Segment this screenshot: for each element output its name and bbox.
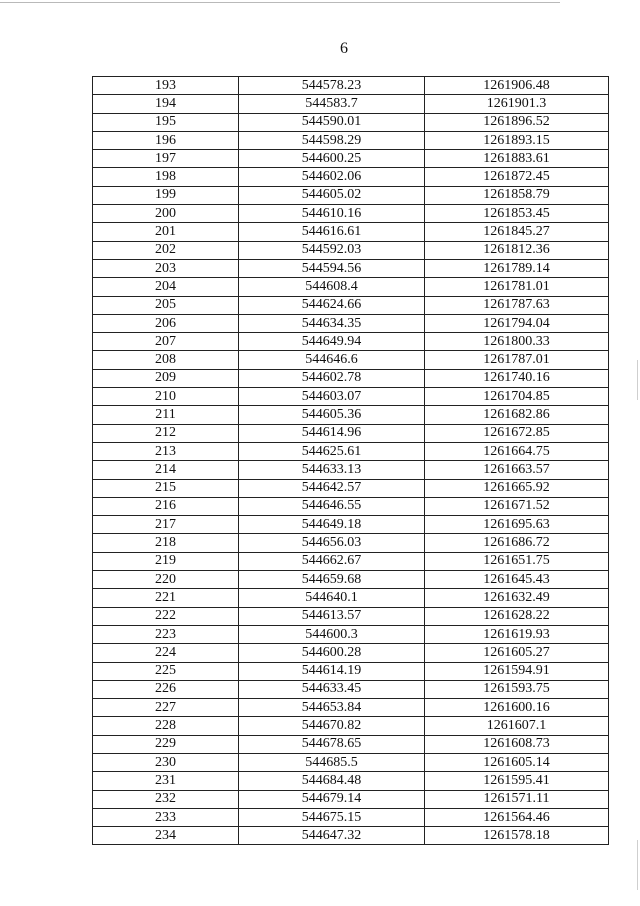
point-number-cell: 211	[93, 406, 239, 424]
point-number-cell: 230	[93, 753, 239, 771]
point-number-cell: 215	[93, 479, 239, 497]
table-row	[93, 278, 609, 296]
table-row	[93, 735, 609, 753]
point-number-cell: 208	[93, 351, 239, 369]
point-number-cell: 196	[93, 131, 239, 149]
y-coordinate-cell: 1261619.93	[425, 625, 609, 643]
point-number-cell: 197	[93, 150, 239, 168]
y-coordinate-cell: 1261695.63	[425, 516, 609, 534]
y-coordinate-cell: 1261663.57	[425, 461, 609, 479]
table-row	[93, 772, 609, 790]
table-row	[93, 680, 609, 698]
point-number-cell: 209	[93, 369, 239, 387]
x-coordinate-cell: 544634.35	[239, 314, 425, 332]
x-coordinate-cell: 544684.48	[239, 772, 425, 790]
y-coordinate-cell: 1261607.1	[425, 717, 609, 735]
point-number-cell: 234	[93, 827, 239, 845]
point-number-cell: 231	[93, 772, 239, 790]
x-coordinate-cell: 544600.28	[239, 644, 425, 662]
table-row	[93, 589, 609, 607]
y-coordinate-cell: 1261605.27	[425, 644, 609, 662]
x-coordinate-cell: 544625.61	[239, 442, 425, 460]
table-row	[93, 625, 609, 643]
scan-edge-mark	[637, 840, 638, 890]
y-coordinate-cell: 1261704.85	[425, 388, 609, 406]
point-number-cell: 198	[93, 168, 239, 186]
point-number-cell: 220	[93, 571, 239, 589]
y-coordinate-cell: 1261645.43	[425, 571, 609, 589]
y-coordinate-cell: 1261671.52	[425, 497, 609, 515]
y-coordinate-cell: 1261593.75	[425, 680, 609, 698]
x-coordinate-cell: 544608.4	[239, 278, 425, 296]
x-coordinate-cell: 544600.3	[239, 625, 425, 643]
x-coordinate-cell: 544640.1	[239, 589, 425, 607]
table-row	[93, 259, 609, 277]
y-coordinate-cell: 1261682.86	[425, 406, 609, 424]
y-coordinate-cell: 1261794.04	[425, 314, 609, 332]
point-number-cell: 232	[93, 790, 239, 808]
x-coordinate-cell: 544653.84	[239, 699, 425, 717]
x-coordinate-cell: 544670.82	[239, 717, 425, 735]
y-coordinate-cell: 1261901.3	[425, 95, 609, 113]
point-number-cell: 216	[93, 497, 239, 515]
x-coordinate-cell: 544614.19	[239, 662, 425, 680]
y-coordinate-cell: 1261789.14	[425, 259, 609, 277]
table-row	[93, 95, 609, 113]
scan-edge-mark	[637, 360, 638, 400]
table-row	[93, 534, 609, 552]
x-coordinate-cell: 544656.03	[239, 534, 425, 552]
y-coordinate-cell: 1261686.72	[425, 534, 609, 552]
x-coordinate-cell: 544624.66	[239, 296, 425, 314]
x-coordinate-cell: 544605.02	[239, 186, 425, 204]
y-coordinate-cell: 1261564.46	[425, 808, 609, 826]
table-row	[93, 808, 609, 826]
x-coordinate-cell: 544649.94	[239, 333, 425, 351]
point-number-cell: 222	[93, 607, 239, 625]
point-number-cell: 201	[93, 223, 239, 241]
x-coordinate-cell: 544649.18	[239, 516, 425, 534]
x-coordinate-cell: 544646.6	[239, 351, 425, 369]
point-number-cell: 210	[93, 388, 239, 406]
x-coordinate-cell: 544675.15	[239, 808, 425, 826]
point-number-cell: 227	[93, 699, 239, 717]
point-number-cell: 203	[93, 259, 239, 277]
table-row	[93, 717, 609, 735]
point-number-cell: 204	[93, 278, 239, 296]
y-coordinate-cell: 1261906.48	[425, 77, 609, 95]
point-number-cell: 226	[93, 680, 239, 698]
table-row	[93, 241, 609, 259]
y-coordinate-cell: 1261787.63	[425, 296, 609, 314]
x-coordinate-cell: 544659.68	[239, 571, 425, 589]
point-number-cell: 218	[93, 534, 239, 552]
y-coordinate-cell: 1261872.45	[425, 168, 609, 186]
point-number-cell: 202	[93, 241, 239, 259]
point-number-cell: 225	[93, 662, 239, 680]
table-row	[93, 497, 609, 515]
point-number-cell: 233	[93, 808, 239, 826]
x-coordinate-cell: 544605.36	[239, 406, 425, 424]
point-number-cell: 221	[93, 589, 239, 607]
point-number-cell: 214	[93, 461, 239, 479]
y-coordinate-cell: 1261605.14	[425, 753, 609, 771]
table-row	[93, 388, 609, 406]
y-coordinate-cell: 1261853.45	[425, 205, 609, 223]
x-coordinate-cell: 544610.16	[239, 205, 425, 223]
x-coordinate-cell: 544633.45	[239, 680, 425, 698]
x-coordinate-cell: 544679.14	[239, 790, 425, 808]
x-coordinate-cell: 544583.7	[239, 95, 425, 113]
x-coordinate-cell: 544603.07	[239, 388, 425, 406]
y-coordinate-cell: 1261664.75	[425, 442, 609, 460]
y-coordinate-cell: 1261800.33	[425, 333, 609, 351]
y-coordinate-cell: 1261858.79	[425, 186, 609, 204]
point-number-cell: 217	[93, 516, 239, 534]
y-coordinate-cell: 1261787.01	[425, 351, 609, 369]
y-coordinate-cell: 1261600.16	[425, 699, 609, 717]
table-row	[93, 753, 609, 771]
x-coordinate-cell: 544646.55	[239, 497, 425, 515]
y-coordinate-cell: 1261651.75	[425, 552, 609, 570]
table-row	[93, 699, 609, 717]
y-coordinate-cell: 1261812.36	[425, 241, 609, 259]
table-row	[93, 662, 609, 680]
table-row	[93, 442, 609, 460]
table-row	[93, 314, 609, 332]
x-coordinate-cell: 544578.23	[239, 77, 425, 95]
x-coordinate-cell: 544685.5	[239, 753, 425, 771]
point-number-cell: 213	[93, 442, 239, 460]
x-coordinate-cell: 544613.57	[239, 607, 425, 625]
point-number-cell: 207	[93, 333, 239, 351]
table-row	[93, 296, 609, 314]
y-coordinate-cell: 1261578.18	[425, 827, 609, 845]
point-number-cell: 212	[93, 424, 239, 442]
table-row	[93, 351, 609, 369]
x-coordinate-cell: 544600.25	[239, 150, 425, 168]
x-coordinate-cell: 544590.01	[239, 113, 425, 131]
x-coordinate-cell: 544592.03	[239, 241, 425, 259]
x-coordinate-cell: 544594.56	[239, 259, 425, 277]
table-row	[93, 333, 609, 351]
y-coordinate-cell: 1261845.27	[425, 223, 609, 241]
point-number-cell: 223	[93, 625, 239, 643]
y-coordinate-cell: 1261608.73	[425, 735, 609, 753]
point-number-cell: 219	[93, 552, 239, 570]
point-number-cell: 200	[93, 205, 239, 223]
table-row	[93, 516, 609, 534]
table-row	[93, 424, 609, 442]
x-coordinate-cell: 544602.06	[239, 168, 425, 186]
x-coordinate-cell: 544678.65	[239, 735, 425, 753]
table-row	[93, 168, 609, 186]
page-number: 6	[340, 40, 348, 57]
y-coordinate-cell: 1261896.52	[425, 113, 609, 131]
point-number-cell: 199	[93, 186, 239, 204]
point-number-cell: 206	[93, 314, 239, 332]
y-coordinate-cell: 1261781.01	[425, 278, 609, 296]
table-row	[93, 186, 609, 204]
y-coordinate-cell: 1261628.22	[425, 607, 609, 625]
y-coordinate-cell: 1261883.61	[425, 150, 609, 168]
table-row	[93, 827, 609, 845]
table-row	[93, 607, 609, 625]
table-row	[93, 131, 609, 149]
y-coordinate-cell: 1261595.41	[425, 772, 609, 790]
table-row	[93, 552, 609, 570]
table-row	[93, 369, 609, 387]
x-coordinate-cell: 544614.96	[239, 424, 425, 442]
table-row	[93, 77, 609, 95]
point-number-cell: 229	[93, 735, 239, 753]
table-row	[93, 790, 609, 808]
point-number-cell: 228	[93, 717, 239, 735]
x-coordinate-cell: 544602.78	[239, 369, 425, 387]
table-row	[93, 461, 609, 479]
x-coordinate-cell: 544642.57	[239, 479, 425, 497]
x-coordinate-cell: 544662.67	[239, 552, 425, 570]
coordinates-table-body	[93, 77, 609, 845]
x-coordinate-cell: 544616.61	[239, 223, 425, 241]
y-coordinate-cell: 1261571.11	[425, 790, 609, 808]
table-row	[93, 406, 609, 424]
point-number-cell: 195	[93, 113, 239, 131]
point-number-cell: 224	[93, 644, 239, 662]
table-row	[93, 113, 609, 131]
table-row	[93, 150, 609, 168]
y-coordinate-cell: 1261672.85	[425, 424, 609, 442]
point-number-cell: 205	[93, 296, 239, 314]
y-coordinate-cell: 1261893.15	[425, 131, 609, 149]
coordinates-table	[92, 76, 609, 845]
table-row	[93, 571, 609, 589]
table-row	[93, 479, 609, 497]
point-number-cell: 193	[93, 77, 239, 95]
table-row	[93, 205, 609, 223]
y-coordinate-cell: 1261632.49	[425, 589, 609, 607]
point-number-cell: 194	[93, 95, 239, 113]
x-coordinate-cell: 544598.29	[239, 131, 425, 149]
y-coordinate-cell: 1261665.92	[425, 479, 609, 497]
x-coordinate-cell: 544647.32	[239, 827, 425, 845]
table-row	[93, 223, 609, 241]
top-rule	[0, 2, 560, 3]
table-row	[93, 644, 609, 662]
y-coordinate-cell: 1261594.91	[425, 662, 609, 680]
x-coordinate-cell: 544633.13	[239, 461, 425, 479]
y-coordinate-cell: 1261740.16	[425, 369, 609, 387]
